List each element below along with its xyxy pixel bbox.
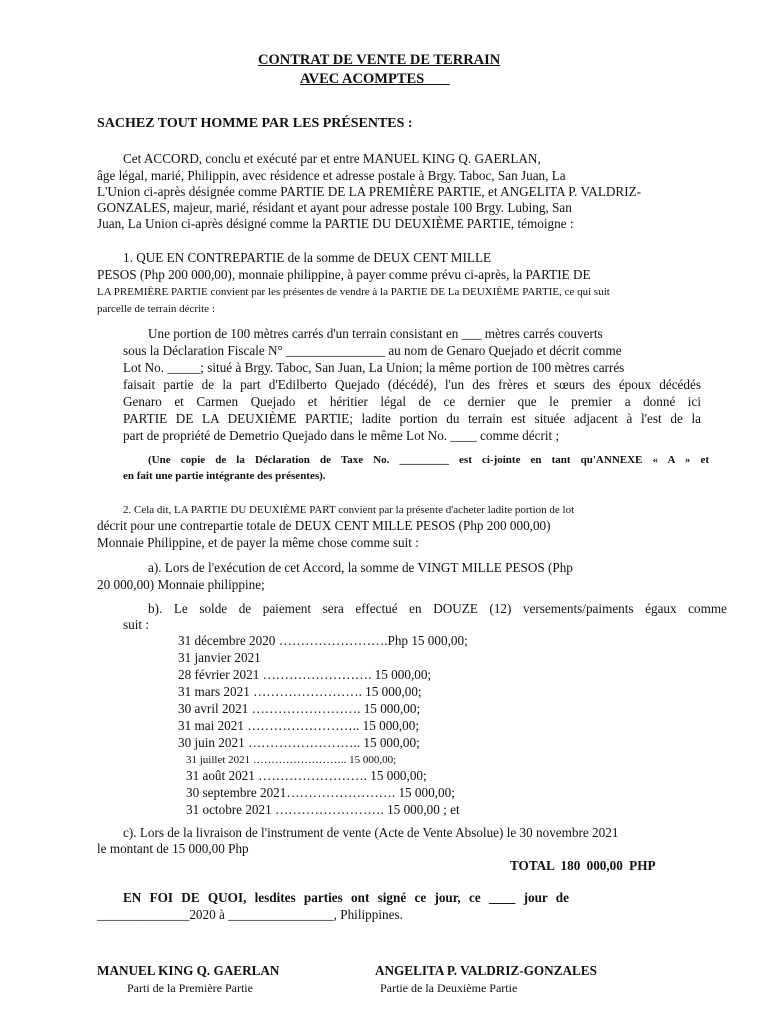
lot-description-line: Genaro et Carmen Quejado et héritier légal de ce dernier que le premier a donné ici bbox=[123, 394, 701, 409]
clause-1-line: LA PREMIÈRE PARTIE convient par les présentes de vendre à la PARTIE DE La DEUXIÈME PARTIE, ce qui suit bbox=[97, 286, 610, 298]
schedule-row: 30 septembre 2021……………………. 15 000,00; bbox=[186, 785, 455, 800]
witness-line: ______________2020 à ________________, Philippines. bbox=[97, 907, 403, 922]
schedule-row: 31 décembre 2020 …………………….Php 15 000,00; bbox=[178, 633, 468, 648]
annex-note-line: (Une copie de la Déclaration de Taxe No. _________ est ci-jointe en tant qu'ANNEXE « A » et bbox=[148, 454, 709, 466]
clause-1-line: 1. QUE EN CONTREPARTIE de la somme de DEUX CENT MILLE bbox=[123, 250, 492, 265]
lot-description-line: faisait partie de la part d'Edilberto Quejado (décédé), l'un des frères et sœurs des époux décédés bbox=[123, 377, 701, 392]
schedule-row: 31 octobre 2021 ……………………. 15 000,00 ; et bbox=[186, 802, 460, 817]
intro-line: L'Union ci-après désignée comme PARTIE DE LA PREMIÈRE PARTIE, et ANGELITA P. VALDRIZ- bbox=[97, 184, 642, 199]
party2-role: Partie de la Deuxième Partie bbox=[380, 981, 518, 995]
opening-heading: SACHEZ TOUT HOMME PAR LES PRÉSENTES : bbox=[97, 116, 413, 131]
lot-description-line: PARTIE DE LA DEUXIÈME PARTIE; ladite portion du terrain est située adjacent à l'est de la bbox=[123, 411, 701, 426]
item-c-line: c). Lors de la livraison de l'instrument de vente (Acte de Vente Absolue) le 30 novembre 2021 bbox=[123, 825, 619, 840]
intro-line: Cet ACCORD, conclu et exécuté par et entre MANUEL KING Q. GAERLAN, bbox=[123, 151, 541, 166]
party1-role: Parti de la Première Partie bbox=[127, 981, 253, 995]
party1-name: MANUEL KING Q. GAERLAN bbox=[97, 963, 280, 978]
witness-line: EN FOI DE QUOI, lesdites parties ont signé ce jour, ce ____ jour de bbox=[123, 890, 569, 905]
schedule-row: 28 février 2021 ……………………. 15 000,00; bbox=[178, 667, 432, 682]
clause-2-line: décrit pour une contrepartie totale de DEUX CENT MILLE PESOS (Php 200 000,00) bbox=[97, 518, 551, 533]
schedule-row: 30 juin 2021 …………………….. 15 000,00; bbox=[178, 735, 420, 750]
schedule-row: 31 janvier 2021 bbox=[178, 650, 261, 665]
schedule-row: 31 mai 2021 …………………….. 15 000,00; bbox=[178, 718, 420, 733]
schedule-row: 30 avril 2021 ……………………. 15 000,00; bbox=[178, 701, 421, 716]
intro-line: Juan, La Union ci-après désigné comme la PARTIE DU DEUXIÈME PARTIE, témoigne : bbox=[97, 216, 574, 231]
intro-line: âge légal, marié, Philippin, avec résidence et adresse postale à Brgy. Taboc, San Juan, La bbox=[97, 168, 566, 183]
clause-1-line: parcelle de terrain décrite : bbox=[97, 303, 215, 315]
clause-2-line: 2. Cela dit, LA PARTIE DU DEUXIÈME PART convient par la présente d'acheter ladite portion de lot bbox=[123, 504, 575, 516]
lot-description-line: sous la Déclaration Fiscale N° _______________ au nom de Genaro Quejado et décrit comme bbox=[123, 343, 622, 358]
schedule-row: 31 août 2021 ……………………. 15 000,00; bbox=[186, 768, 427, 783]
document-title-line2: AVEC ACOMPTES bbox=[300, 71, 450, 87]
annex-note-line: en fait une partie intégrante des présentes). bbox=[123, 470, 326, 482]
item-c-line: le montant de 15 000,00 Php bbox=[97, 841, 249, 856]
intro-line: GONZALES, majeur, marié, résidant et ayant pour adresse postale 100 Brgy. Lubing, San bbox=[97, 200, 572, 215]
item-b-line: suit : bbox=[123, 617, 150, 632]
total-amount: TOTAL 180 000,00 PHP bbox=[510, 858, 656, 873]
lot-description-line: Une portion de 100 mètres carrés d'un terrain consistant en ___ mètres carrés couverts bbox=[148, 326, 603, 341]
clause-2-line: Monnaie Philippine, et de payer la même chose comme suit : bbox=[97, 535, 419, 550]
lot-description-line: Lot No. _____; situé à Brgy. Taboc, San Juan, La Union; la même portion de 100 mètres carrés bbox=[123, 360, 625, 375]
item-a-line: a). Lors de l'exécution de cet Accord, la somme de VINGT MILLE PESOS (Php bbox=[148, 560, 573, 575]
party2-name: ANGELITA P. VALDRIZ-GONZALES bbox=[375, 963, 597, 978]
document-title-line1: CONTRAT DE VENTE DE TERRAIN bbox=[258, 52, 501, 68]
item-b-line: b). Le solde de paiement sera effectué en DOUZE (12) versements/paiments égaux comme bbox=[148, 601, 727, 616]
schedule-row: 31 juillet 2021 …………………….. 15 000,00; bbox=[186, 754, 397, 766]
schedule-row: 31 mars 2021 ……………………. 15 000,00; bbox=[178, 684, 422, 699]
clause-1-line: PESOS (Php 200 000,00), monnaie philippine, à payer comme prévu ci-après, la PARTIE DE bbox=[97, 267, 591, 282]
lot-description-line: part de propriété de Demetrio Quejado dans le même Lot No. ____ comme décrit ; bbox=[123, 428, 560, 443]
item-a-line: 20 000,00) Monnaie philippine; bbox=[97, 577, 265, 592]
